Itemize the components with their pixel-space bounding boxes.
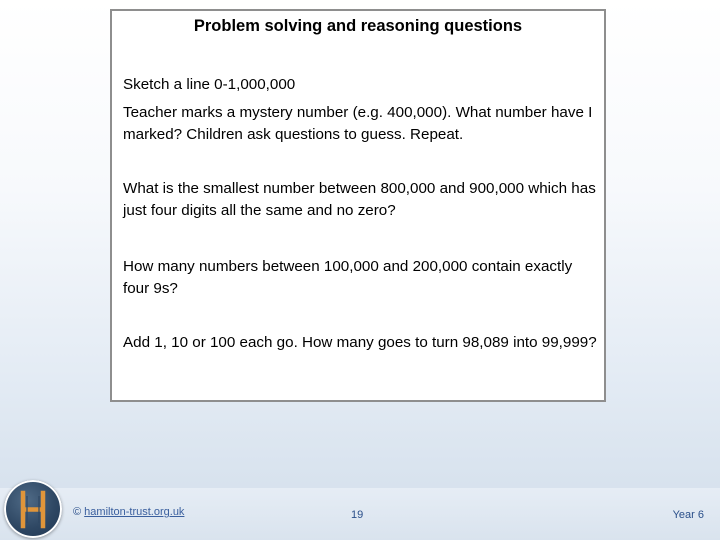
copyright-notice: [73, 506, 184, 518]
question-mystery-number: Teacher marks a mystery number (e.g. 400,000). What number have I marked? Children ask questions to guess. Repeat.: [123, 104, 593, 143]
page-number: 19: [351, 509, 364, 521]
question-card: [110, 9, 606, 402]
year-label: Year 6: [672, 509, 704, 521]
question-smallest-number: What is the smallest number between 800,000 and 900,000 which has just four digits all the same and no zero?: [123, 180, 596, 219]
question-sketch-line: Sketch a line 0-1,000,000: [123, 76, 296, 93]
hamilton-trust-link[interactable]: hamilton-trust.org.uk: [84, 506, 185, 518]
question-add-goes: Add 1, 10 or 100 each go. How many goes to turn 98,089 into 99,999?: [123, 334, 597, 351]
card-title: Problem solving and reasoning questions: [193, 17, 523, 35]
copyright-symbol: ©: [73, 506, 82, 518]
hamilton-h-logo-icon: [4, 480, 62, 538]
question-four-nines: How many numbers between 100,000 and 200,000 contain exactly four 9s?: [123, 258, 573, 297]
